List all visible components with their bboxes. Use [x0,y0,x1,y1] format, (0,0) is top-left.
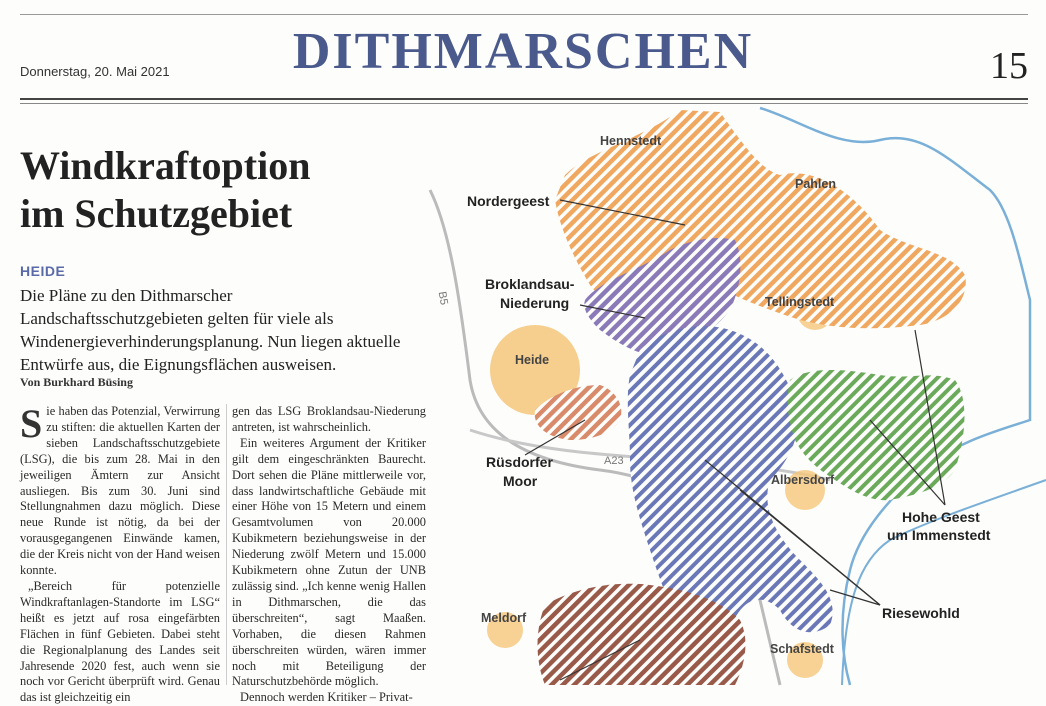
paragraph: „Bereich für potenzielle Windkraftanlagen-Standorte im LSG“ heißt es jetzt auf rosa eingefärbten Flächen in fünf Gebieten. Dabei steht die Regionalplanung des Landes seit Jahresende 2020 fest, auch wenn sie noch vor Gericht überprüft wird. Genau das ist gleichzeitig ein [20,578,220,705]
area-label-ruesdorfer-2: Moor [503,473,538,489]
paragraph: Dennoch werden Kritiker – Privat- [240,690,413,705]
article-kicker: HEIDE [20,263,66,279]
area-label-hohe-geest-1: Hohe Geest [902,509,980,525]
town-label-tellingstedt: Tellingstedt [765,295,835,309]
area-label-ruesdorfer-1: Rüsdorfer [486,454,553,470]
article-headline [20,142,440,238]
headline-line-1: Windkraftoption [20,143,311,188]
page-number: 15 [990,45,1028,87]
top-rule [20,14,1028,15]
town-label-hennstedt: Hennstedt [600,134,662,148]
issue-date: Donnerstag, 20. Mai 2021 [20,64,170,79]
paragraph: gen das LSG Broklandsau-Niederung antreten, ist wahrscheinlich. [232,404,426,434]
article-column-1 [20,401,220,706]
area-label-broklandsau-2: Niederung [500,295,570,311]
paragraph [20,401,220,579]
paragraph-text: ie haben das Potenzial, Verwirrung zu stiften: die aktuellen Karten der sieben Landschaftsschutzgebiete (LSG), die bis zum 28. Mai in den jeweiligen Ämtern zur Ansicht ausliegen. Bis zum 30. Juni sind Stellungnahmen dazu möglich. Diese neue Runde ist nötig, da bei der vorausgegangenen Einwände kamen, die der Kreis nicht von der Hand weisen konnte. [20,404,220,578]
masthead [0,0,1046,100]
town-label-albersdorf: Albersdorf [771,473,835,487]
town-label-meldorf: Meldorf [481,611,527,625]
drop-cap: S [20,401,43,446]
section-title: DITHMARSCHEN [292,23,754,80]
masthead-rule-thin [20,103,1028,104]
town-label-pahlen: Pahlen [795,177,836,191]
headline-line-2: im Schutzgebiet [20,191,293,236]
protected-areas-map [420,106,1046,685]
road-label-a23: A23 [604,455,624,467]
masthead-rule [20,98,1028,100]
area-label-hohe-geest-2: um Immenstedt [887,527,991,543]
area-label-broklandsau-1: Broklandsau- [485,276,575,292]
column-divider [226,404,227,685]
article-lead: Die Pläne zu den Dithmarscher Landschaftsschutzgebieten gelten für viele als Windenergieverhinderungsplanung. Nun liegen aktuelle Entwürfe aus, die Eignungsflächen ausweisen. [20,286,401,374]
article-column-2 [232,404,426,706]
article-byline: Von Burkhard Büsing [20,375,133,389]
area-label-nordergeest: Nordergeest [467,193,550,209]
road-label-b5: B5 [435,290,450,306]
town-label-schafstedt: Schafstedt [770,642,834,656]
paragraph: Ein weiteres Argument der Kritiker gilt dem eingeschränkten Baurecht. Dort sehen die Pläne mittlerweile vor, dass landwirtschaftliche Gebäude mit einer Höhe von 15 Metern und einem Gesamtvolumen von 20.000 Kubikmetern beziehungsweise in der Niederung zwölf Metern und 15.000 Kubikmetern ohne Zutun der UNB zulässig sind. „Ich kenne wenig Hallen in Dithmarschen, die das überschreiten“, sagt Maaßen. Vorhaben, die diesen Rahmen überschreiten würden, wären immer noch mit Beteiligung der Naturschutzbehörde möglich. [232,435,426,689]
area-label-riesewohld: Riesewohld [882,605,960,621]
town-label-heide: Heide [515,353,550,367]
